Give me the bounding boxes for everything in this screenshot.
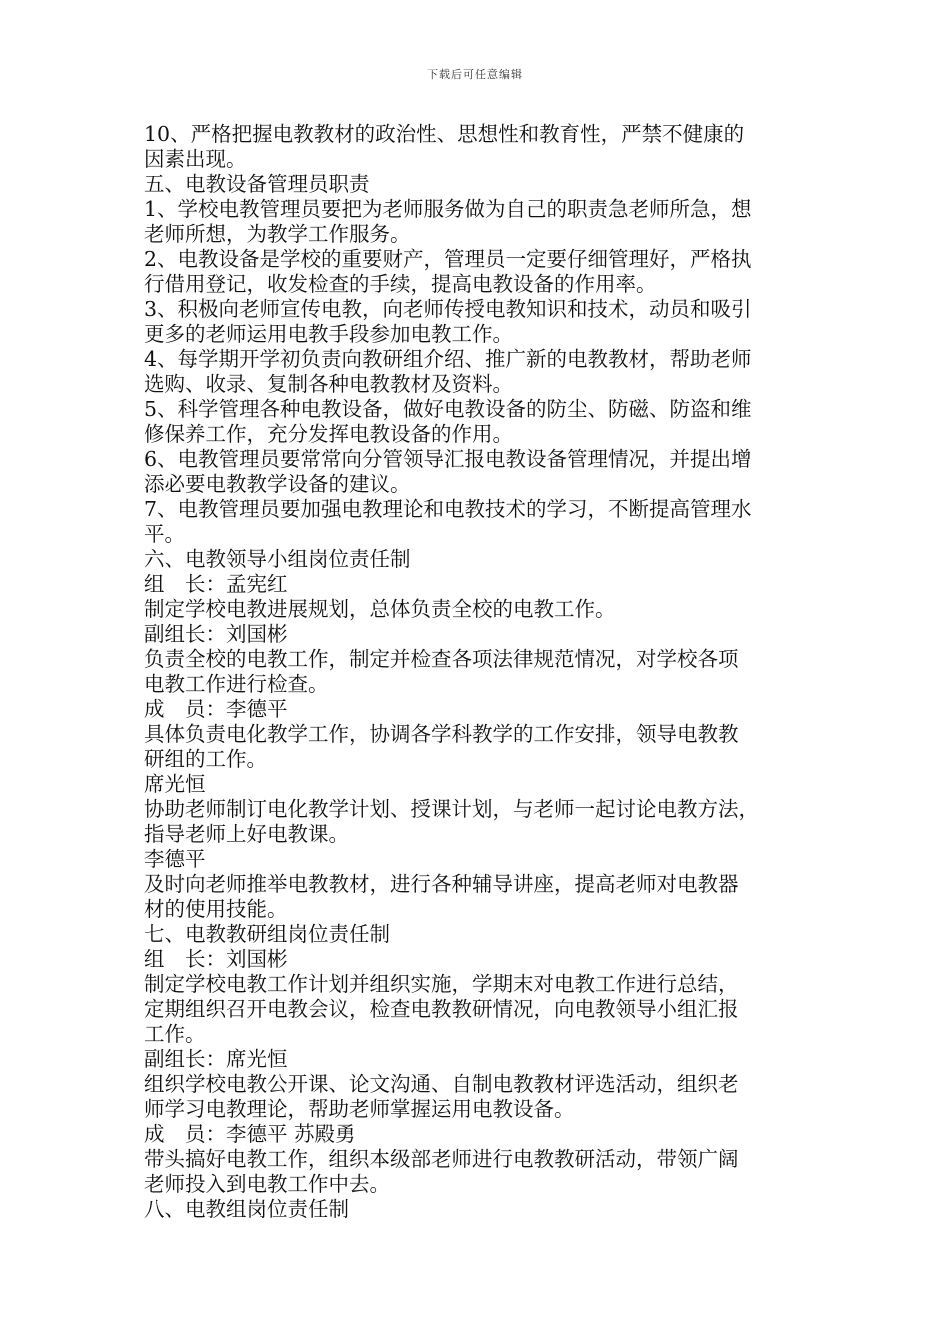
page-header: 下载后可任意编辑 (427, 68, 523, 81)
document-body (144, 122, 834, 1222)
text-line: 负责全校的电教工作，制定并检查各项法律规范情况，对学校各项 (144, 647, 739, 671)
text-line: 协助老师制订电化教学计划、授课计划，与老师一起讨论电教方法， (144, 797, 759, 821)
role-line: 组 长：孟宪红 (144, 572, 288, 596)
role-line: 组 长：刘国彬 (144, 947, 288, 971)
role-line: 副组长：席光恒 (144, 1047, 288, 1071)
role-line: 副组长：刘国彬 (144, 622, 288, 646)
section-heading: 五、电教设备管理员职责 (144, 172, 370, 196)
text-line: 定期组织召开电教会议，检查电教教研情况，向电教领导小组汇报 (144, 997, 739, 1021)
text-line: 材的使用技能。 (144, 897, 288, 921)
text-line: 6、电教管理员要常常向分管领导汇报电教设备管理情况，并提出增 (144, 447, 752, 471)
text-line: 添必要电教教学设备的建议。 (144, 472, 411, 496)
text-line: 因素出现。 (144, 147, 247, 171)
text-line: 具体负责电化教学工作，协调各学科教学的工作安排，领导电教教 (144, 722, 739, 746)
role-line: 席光恒 (144, 772, 206, 796)
text-line: 老师所想，为教学工作服务。 (144, 222, 411, 246)
text-line: 工作。 (144, 1022, 206, 1046)
text-line: 1、学校电教管理员要把为老师服务做为自己的职责急老师所急，想 (144, 197, 752, 221)
text-line: 研组的工作。 (144, 747, 267, 771)
text-line: 7、电教管理员要加强电教理论和电教技术的学习，不断提高管理水 (144, 497, 752, 521)
text-line: 选购、收录、复制各种电教教材及资料。 (144, 372, 513, 396)
text-line: 3、积极向老师宣传电教，向老师传授电教知识和技术，动员和吸引 (144, 297, 752, 321)
text-line: 行借用登记，收发检查的手续，提高电教设备的作用率。 (144, 272, 657, 296)
text-line: 指导老师上好电教课。 (144, 822, 349, 846)
text-line: 带头搞好电教工作，组织本级部老师进行电教教研活动，带领广阔 (144, 1147, 739, 1171)
text-line: 平。 (144, 522, 185, 546)
role-line: 成 员：李德平 苏殿勇 (144, 1122, 356, 1146)
text-line: 师学习电教理论，帮助老师掌握运用电教设备。 (144, 1097, 575, 1121)
text-line: 老师投入到电教工作中去。 (144, 1172, 390, 1196)
text-line: 10、严格把握电教教材的政治性、思想性和教育性，严禁不健康的 (144, 122, 745, 146)
section-heading: 六、电教领导小组岗位责任制 (144, 547, 411, 571)
text-line: 4、每学期开学初负责向教研组介绍、推广新的电教教材，帮助老师 (144, 347, 752, 371)
text-line: 5、科学管理各种电教设备，做好电教设备的防尘、防磁、防盗和维 (144, 397, 752, 421)
text-line: 2、电教设备是学校的重要财产，管理员一定要仔细管理好，严格执 (144, 247, 752, 271)
section-heading: 八、电教组岗位责任制 (144, 1197, 349, 1221)
text-line: 电教工作进行检查。 (144, 672, 329, 696)
text-line: 制定学校电教进展规划，总体负责全校的电教工作。 (144, 597, 616, 621)
text-line: 制定学校电教工作计划并组织实施，学期末对电教工作进行总结， (144, 972, 739, 996)
role-line: 李德平 (144, 847, 206, 871)
text-line: 修保养工作，充分发挥电教设备的作用。 (144, 422, 513, 446)
text-line: 及时向老师推举电教教材，进行各种辅导讲座，提高老师对电教器 (144, 872, 739, 896)
section-heading: 七、电教教研组岗位责任制 (144, 922, 390, 946)
role-line: 成 员：李德平 (144, 697, 288, 721)
text-line: 更多的老师运用电教手段参加电教工作。 (144, 322, 513, 346)
text-line: 组织学校电教公开课、论文沟通、自制电教教材评选活动，组织老 (144, 1072, 739, 1096)
